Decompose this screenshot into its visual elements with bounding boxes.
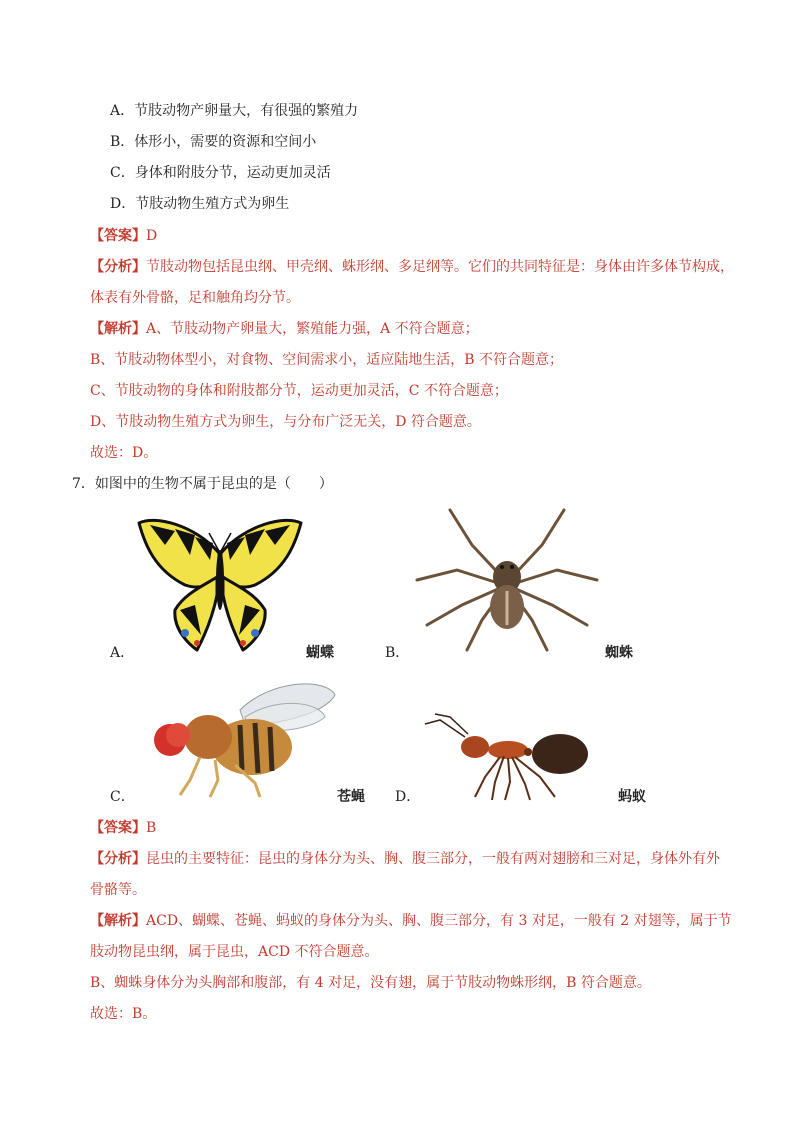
q6-option-d: D．节肢动物生殖方式为卵生 [110,196,290,212]
q6-option-c: C．身体和附肢分节，运动更加灵活 [110,165,331,181]
analysis-text: 昆虫的主要特征：昆虫的身体分为头、胸、腹三部分，一般有两对翅膀和三对足，身体外有外 [146,851,720,867]
q7-option-a-caption: 蝴蝶 [306,645,334,661]
explain-text: ACD、蝴蝶、苍蝇、蚂蚁的身体分为头、胸、腹三部分，有 3 对足，一般有 2 对翅等，属于节 [146,913,732,929]
spider-icon [412,505,602,655]
q6-analysis-line-1 [90,257,734,277]
explain-tag: 【解析】 [90,321,146,337]
q7-option-d-label: D． [395,789,421,805]
q6-explain-line-2: B、节肢动物体型小，对食物、空间需求小，适应陆地生活，B 不符合题意； [90,352,564,368]
q7-analysis-line-1 [90,849,720,869]
answer-tag: 【答案】 [90,820,146,836]
q6-conclusion: 故选：D。 [90,445,158,461]
q7-option-c-label: C． [110,789,135,805]
q7-stem: 7．如图中的生物不属于昆虫的是（ ） [72,476,333,492]
q6-explain-line-4: D、节肢动物生殖方式为卵生，与分布广泛无关，D 符合题意。 [90,414,481,430]
q7-option-b-label: B． [385,645,410,661]
q7-option-b-caption: 蜘蛛 [605,645,633,661]
explain-tag: 【解析】 [90,913,146,929]
q7-analysis-line-2: 骨骼等。 [90,882,146,898]
q6-explain-line-3: C、节肢动物的身体和附肢都分节，运动更加灵活，C 不符合题意； [90,383,508,399]
q6-option-a: A．节肢动物产卵量大，有很强的繁殖力 [110,103,359,119]
analysis-text: 节肢动物包括昆虫纲、甲壳纲、蛛形纲、多足纲等。它们的共同特征是：身体由许多体节构成， [146,259,734,275]
q7-option-d-caption: 蚂蚁 [618,789,646,805]
fly-icon [140,675,340,800]
q7-conclusion: 故选：B。 [90,1006,157,1022]
explain-text: A、节肢动物产卵量大，繁殖能力强，A 不符合题意； [146,321,479,337]
q6-answer [90,226,157,246]
q7-explain-line-1 [90,911,732,931]
butterfly-icon [135,515,305,655]
q7-option-c-caption: 苍蝇 [337,789,365,805]
q6-analysis-line-2: 体表有外骨骼，足和触角均分节。 [90,290,300,306]
q7-explain-line-3: B、蜘蛛身体分为头胸部和腹部，有 4 对足，没有翅，属于节肢动物蛛形纲，B 符合题意。 [90,975,651,991]
analysis-tag: 【分析】 [90,851,146,867]
answer-value: D [146,228,158,244]
q7-option-a-label: A． [110,645,135,661]
answer-value: B [146,820,157,836]
q7-explain-line-2: 肢动物昆虫纲，属于昆虫，ACD 不符合题意。 [90,944,379,960]
answer-tag: 【答案】 [90,228,146,244]
analysis-tag: 【分析】 [90,259,146,275]
ant-icon [420,712,620,802]
q6-option-b: B．体形小，需要的资源和空间小 [110,134,317,150]
q6-explain-line-1 [90,319,479,339]
q7-answer [90,818,156,838]
